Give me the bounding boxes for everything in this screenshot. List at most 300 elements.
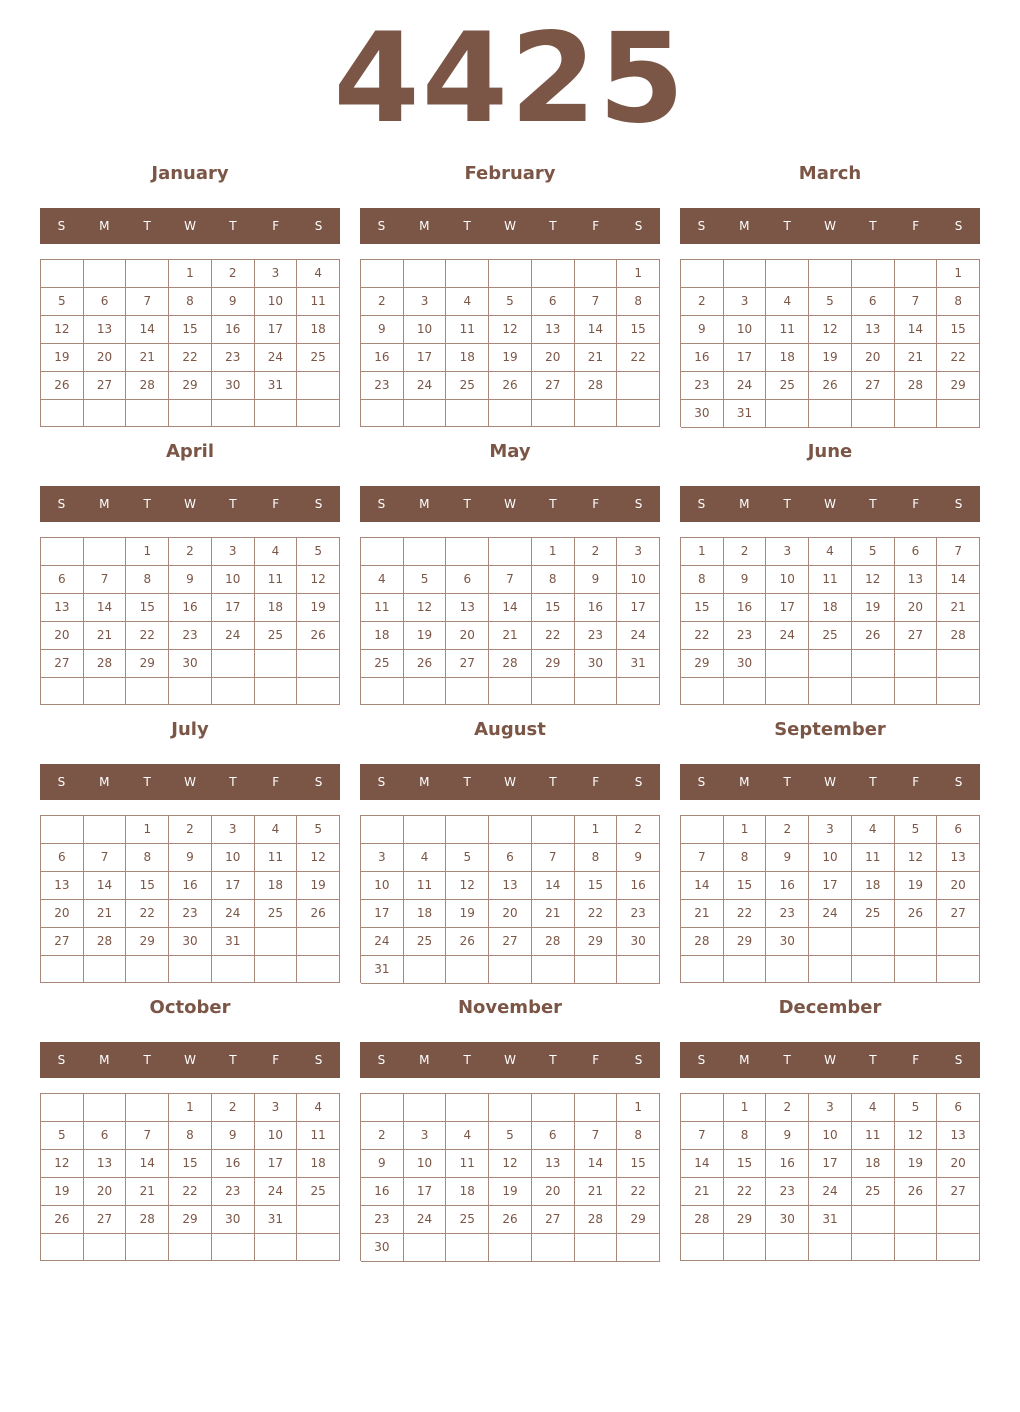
weekday-label: F: [912, 1053, 920, 1067]
day-cell: 20: [532, 344, 575, 372]
weekday-label: T: [463, 775, 471, 789]
day-cell: 7: [681, 844, 724, 872]
day-cell: 8: [169, 288, 212, 316]
day-cell: 24: [404, 372, 447, 400]
day-cell: 9: [361, 1150, 404, 1178]
day-cell: 15: [617, 1150, 660, 1178]
empty-day-cell: [297, 650, 340, 678]
day-cell: 13: [852, 316, 895, 344]
day-cell: 3: [255, 1094, 298, 1122]
month-january: [40, 162, 340, 428]
day-cell: 4: [404, 844, 447, 872]
day-cell: 18: [446, 1178, 489, 1206]
day-cell: 22: [937, 344, 980, 372]
day-cell: 4: [297, 260, 340, 288]
days-grid: [680, 259, 980, 427]
day-cell: 29: [532, 650, 575, 678]
day-cell: 15: [532, 594, 575, 622]
day-cell: 25: [255, 622, 298, 650]
empty-day-cell: [681, 816, 724, 844]
day-cell: 28: [126, 372, 169, 400]
day-cell: 23: [169, 622, 212, 650]
empty-day-cell: [446, 816, 489, 844]
empty-day-cell: [126, 400, 169, 427]
weekday-label: T: [463, 1053, 471, 1067]
empty-day-cell: [852, 956, 895, 983]
empty-day-cell: [404, 400, 447, 427]
day-cell: 21: [126, 1178, 169, 1206]
day-cell: 11: [852, 1122, 895, 1150]
days-grid: [680, 1093, 980, 1261]
day-cell: 8: [169, 1122, 212, 1150]
empty-day-cell: [212, 678, 255, 705]
empty-day-cell: [532, 1234, 575, 1262]
day-cell: 13: [41, 872, 84, 900]
day-cell: 28: [532, 928, 575, 956]
day-cell: 12: [852, 566, 895, 594]
weekday-label: S: [57, 775, 66, 789]
day-cell: 17: [255, 316, 298, 344]
weekday-header: [360, 1042, 660, 1078]
day-cell: 2: [361, 288, 404, 316]
day-cell: 19: [895, 872, 938, 900]
empty-day-cell: [489, 538, 532, 566]
day-cell: 10: [255, 288, 298, 316]
day-cell: 6: [532, 1122, 575, 1150]
day-cell: 5: [404, 566, 447, 594]
empty-day-cell: [809, 650, 852, 678]
empty-day-cell: [404, 816, 447, 844]
day-cell: 21: [126, 344, 169, 372]
day-cell: 5: [895, 816, 938, 844]
weekday-label: S: [634, 775, 643, 789]
day-cell: 10: [404, 316, 447, 344]
day-cell: 3: [617, 538, 660, 566]
day-cell: 19: [297, 594, 340, 622]
day-cell: 18: [852, 1150, 895, 1178]
empty-day-cell: [575, 1094, 618, 1122]
weekday-label: T: [229, 775, 237, 789]
day-cell: 30: [681, 400, 724, 428]
day-cell: 15: [724, 872, 767, 900]
day-cell: 19: [41, 344, 84, 372]
day-cell: 13: [937, 844, 980, 872]
day-cell: 1: [126, 538, 169, 566]
empty-day-cell: [617, 678, 660, 705]
empty-day-cell: [617, 956, 660, 984]
day-cell: 26: [895, 900, 938, 928]
empty-day-cell: [489, 400, 532, 427]
day-cell: 30: [575, 650, 618, 678]
day-cell: 5: [809, 288, 852, 316]
day-cell: 26: [809, 372, 852, 400]
day-cell: 14: [937, 566, 980, 594]
empty-day-cell: [41, 956, 84, 983]
weekday-label: F: [912, 775, 920, 789]
day-cell: 7: [84, 566, 127, 594]
day-cell: 24: [809, 900, 852, 928]
day-cell: 1: [575, 816, 618, 844]
day-cell: 9: [617, 844, 660, 872]
day-cell: 21: [681, 900, 724, 928]
empty-day-cell: [895, 650, 938, 678]
day-cell: 27: [532, 1206, 575, 1234]
day-cell: 30: [212, 372, 255, 400]
day-cell: 16: [766, 1150, 809, 1178]
empty-day-cell: [255, 1234, 298, 1261]
day-cell: 23: [766, 900, 809, 928]
day-cell: 5: [297, 538, 340, 566]
day-cell: 20: [532, 1178, 575, 1206]
day-cell: 14: [489, 594, 532, 622]
day-cell: 1: [724, 1094, 767, 1122]
empty-day-cell: [937, 956, 980, 983]
empty-day-cell: [446, 538, 489, 566]
empty-day-cell: [766, 956, 809, 983]
empty-day-cell: [681, 260, 724, 288]
day-cell: 5: [446, 844, 489, 872]
day-cell: 11: [766, 316, 809, 344]
day-cell: 29: [724, 928, 767, 956]
day-cell: 14: [681, 1150, 724, 1178]
day-cell: 27: [895, 622, 938, 650]
weekday-label: T: [549, 1053, 557, 1067]
day-cell: 26: [895, 1178, 938, 1206]
day-cell: 8: [724, 1122, 767, 1150]
day-cell: 19: [809, 344, 852, 372]
empty-day-cell: [84, 538, 127, 566]
day-cell: 20: [84, 1178, 127, 1206]
day-cell: 10: [361, 872, 404, 900]
empty-day-cell: [895, 928, 938, 956]
day-cell: 7: [575, 288, 618, 316]
day-cell: 22: [724, 1178, 767, 1206]
day-cell: 12: [895, 1122, 938, 1150]
empty-day-cell: [41, 260, 84, 288]
empty-day-cell: [809, 678, 852, 705]
month-september: [680, 718, 980, 984]
day-cell: 9: [169, 844, 212, 872]
day-cell: 12: [41, 1150, 84, 1178]
day-cell: 14: [575, 1150, 618, 1178]
day-cell: 1: [617, 260, 660, 288]
empty-day-cell: [255, 928, 298, 956]
day-cell: 6: [84, 1122, 127, 1150]
empty-day-cell: [404, 956, 447, 984]
empty-day-cell: [724, 678, 767, 705]
month-november: [360, 996, 660, 1262]
empty-day-cell: [255, 400, 298, 427]
days-grid: [680, 537, 980, 705]
weekday-label: M: [99, 219, 110, 233]
weekday-label: T: [143, 219, 151, 233]
days-grid: [40, 259, 340, 427]
day-cell: 14: [895, 316, 938, 344]
empty-day-cell: [169, 956, 212, 983]
day-cell: 26: [297, 900, 340, 928]
day-cell: 27: [489, 928, 532, 956]
day-cell: 10: [617, 566, 660, 594]
empty-day-cell: [297, 678, 340, 705]
day-cell: 29: [169, 1206, 212, 1234]
day-cell: 13: [532, 1150, 575, 1178]
day-cell: 28: [489, 650, 532, 678]
empty-day-cell: [937, 1206, 980, 1234]
empty-day-cell: [724, 1234, 767, 1261]
day-cell: 18: [255, 594, 298, 622]
days-grid: [40, 815, 340, 983]
day-cell: 30: [617, 928, 660, 956]
day-cell: 7: [126, 1122, 169, 1150]
days-grid: [680, 815, 980, 983]
day-cell: 12: [446, 872, 489, 900]
empty-day-cell: [297, 928, 340, 956]
weekday-label: T: [549, 775, 557, 789]
day-cell: 8: [724, 844, 767, 872]
weekday-label: S: [314, 1053, 323, 1067]
day-cell: 15: [169, 316, 212, 344]
day-cell: 1: [169, 1094, 212, 1122]
day-cell: 11: [852, 844, 895, 872]
weekday-label: T: [229, 219, 237, 233]
weekday-label: W: [504, 1053, 516, 1067]
day-cell: 25: [361, 650, 404, 678]
day-cell: 11: [297, 288, 340, 316]
weekday-label: M: [99, 497, 110, 511]
day-cell: 3: [212, 816, 255, 844]
day-cell: 21: [489, 622, 532, 650]
empty-day-cell: [404, 538, 447, 566]
day-cell: 21: [937, 594, 980, 622]
day-cell: 9: [681, 316, 724, 344]
day-cell: 2: [361, 1122, 404, 1150]
day-cell: 24: [766, 622, 809, 650]
empty-day-cell: [766, 678, 809, 705]
empty-day-cell: [41, 538, 84, 566]
empty-day-cell: [937, 1234, 980, 1261]
day-cell: 31: [212, 928, 255, 956]
day-cell: 16: [212, 1150, 255, 1178]
day-cell: 15: [617, 316, 660, 344]
day-cell: 22: [617, 1178, 660, 1206]
day-cell: 3: [404, 288, 447, 316]
weekday-label: M: [99, 775, 110, 789]
weekday-label: F: [592, 1053, 600, 1067]
day-cell: 2: [617, 816, 660, 844]
day-cell: 17: [724, 344, 767, 372]
weekday-label: S: [697, 1053, 706, 1067]
day-cell: 25: [297, 344, 340, 372]
day-cell: 13: [489, 872, 532, 900]
day-cell: 1: [126, 816, 169, 844]
day-cell: 29: [681, 650, 724, 678]
day-cell: 3: [404, 1122, 447, 1150]
day-cell: 20: [489, 900, 532, 928]
day-cell: 12: [895, 844, 938, 872]
day-cell: 28: [681, 928, 724, 956]
day-cell: 20: [84, 344, 127, 372]
day-cell: 28: [681, 1206, 724, 1234]
empty-day-cell: [84, 816, 127, 844]
day-cell: 17: [212, 594, 255, 622]
empty-day-cell: [766, 650, 809, 678]
day-cell: 11: [404, 872, 447, 900]
month-march: [680, 162, 980, 428]
empty-day-cell: [681, 1234, 724, 1261]
day-cell: 26: [404, 650, 447, 678]
empty-day-cell: [84, 956, 127, 983]
day-cell: 30: [766, 928, 809, 956]
day-cell: 18: [809, 594, 852, 622]
day-cell: 31: [255, 1206, 298, 1234]
day-cell: 29: [126, 928, 169, 956]
day-cell: 24: [404, 1206, 447, 1234]
empty-day-cell: [809, 260, 852, 288]
day-cell: 25: [446, 372, 489, 400]
weekday-label: S: [314, 775, 323, 789]
month-name: August: [474, 719, 546, 740]
empty-day-cell: [361, 816, 404, 844]
day-cell: 1: [169, 260, 212, 288]
empty-day-cell: [84, 400, 127, 427]
day-cell: 6: [852, 288, 895, 316]
empty-day-cell: [41, 1094, 84, 1122]
day-cell: 12: [489, 1150, 532, 1178]
day-cell: 22: [126, 900, 169, 928]
day-cell: 4: [766, 288, 809, 316]
day-cell: 26: [489, 1206, 532, 1234]
day-cell: 13: [446, 594, 489, 622]
weekday-header: [40, 1042, 340, 1078]
weekday-label: S: [634, 497, 643, 511]
day-cell: 17: [361, 900, 404, 928]
empty-day-cell: [575, 1234, 618, 1262]
day-cell: 6: [446, 566, 489, 594]
day-cell: 14: [681, 872, 724, 900]
day-cell: 25: [852, 1178, 895, 1206]
day-cell: 13: [41, 594, 84, 622]
day-cell: 8: [575, 844, 618, 872]
month-name: May: [489, 441, 531, 462]
day-cell: 27: [41, 650, 84, 678]
day-cell: 28: [84, 928, 127, 956]
empty-day-cell: [41, 816, 84, 844]
day-cell: 1: [681, 538, 724, 566]
empty-day-cell: [681, 678, 724, 705]
weekday-label: S: [954, 219, 963, 233]
day-cell: 17: [404, 344, 447, 372]
empty-day-cell: [255, 678, 298, 705]
weekday-label: T: [549, 219, 557, 233]
day-cell: 21: [84, 622, 127, 650]
day-cell: 27: [852, 372, 895, 400]
day-cell: 3: [809, 816, 852, 844]
weekday-label: S: [57, 497, 66, 511]
empty-day-cell: [297, 1234, 340, 1261]
month-august: [360, 718, 660, 984]
empty-day-cell: [617, 1234, 660, 1262]
day-cell: 26: [446, 928, 489, 956]
weekday-label: T: [869, 775, 877, 789]
day-cell: 27: [937, 1178, 980, 1206]
weekday-label: W: [824, 775, 836, 789]
day-cell: 17: [809, 1150, 852, 1178]
weekday-label: S: [314, 497, 323, 511]
empty-day-cell: [84, 260, 127, 288]
day-cell: 29: [937, 372, 980, 400]
day-cell: 16: [766, 872, 809, 900]
weekday-label: W: [184, 775, 196, 789]
empty-day-cell: [361, 678, 404, 705]
day-cell: 2: [724, 538, 767, 566]
day-cell: 28: [937, 622, 980, 650]
weekday-label: S: [697, 497, 706, 511]
weekday-label: W: [824, 497, 836, 511]
empty-day-cell: [489, 956, 532, 984]
month-name: February: [464, 163, 556, 184]
day-cell: 16: [361, 344, 404, 372]
empty-day-cell: [852, 1234, 895, 1261]
day-cell: 16: [169, 594, 212, 622]
empty-day-cell: [852, 650, 895, 678]
days-grid: [40, 537, 340, 705]
empty-day-cell: [446, 1234, 489, 1262]
empty-day-cell: [895, 1234, 938, 1261]
weekday-label: S: [954, 497, 963, 511]
empty-day-cell: [212, 650, 255, 678]
day-cell: 21: [84, 900, 127, 928]
day-cell: 6: [895, 538, 938, 566]
day-cell: 27: [937, 900, 980, 928]
empty-day-cell: [724, 260, 767, 288]
weekday-label: S: [377, 497, 386, 511]
day-cell: 29: [575, 928, 618, 956]
empty-day-cell: [126, 956, 169, 983]
empty-day-cell: [852, 678, 895, 705]
day-cell: 8: [617, 288, 660, 316]
day-cell: 4: [809, 538, 852, 566]
day-cell: 23: [169, 900, 212, 928]
empty-day-cell: [404, 1234, 447, 1262]
weekday-label: S: [634, 1053, 643, 1067]
day-cell: 21: [681, 1178, 724, 1206]
weekday-label: M: [419, 1053, 430, 1067]
weekday-label: S: [954, 775, 963, 789]
day-cell: 11: [446, 316, 489, 344]
empty-day-cell: [809, 400, 852, 428]
weekday-label: S: [697, 775, 706, 789]
day-cell: 7: [575, 1122, 618, 1150]
day-cell: 19: [41, 1178, 84, 1206]
day-cell: 20: [446, 622, 489, 650]
weekday-label: S: [314, 219, 323, 233]
day-cell: 7: [489, 566, 532, 594]
weekday-label: T: [143, 1053, 151, 1067]
weekday-label: T: [783, 497, 791, 511]
empty-day-cell: [617, 400, 660, 427]
day-cell: 9: [212, 1122, 255, 1150]
day-cell: 9: [212, 288, 255, 316]
empty-day-cell: [126, 260, 169, 288]
day-cell: 24: [255, 1178, 298, 1206]
empty-day-cell: [446, 260, 489, 288]
empty-day-cell: [169, 400, 212, 427]
day-cell: 16: [724, 594, 767, 622]
weekday-label: S: [377, 775, 386, 789]
weekday-label: T: [229, 1053, 237, 1067]
day-cell: 18: [852, 872, 895, 900]
day-cell: 8: [126, 844, 169, 872]
